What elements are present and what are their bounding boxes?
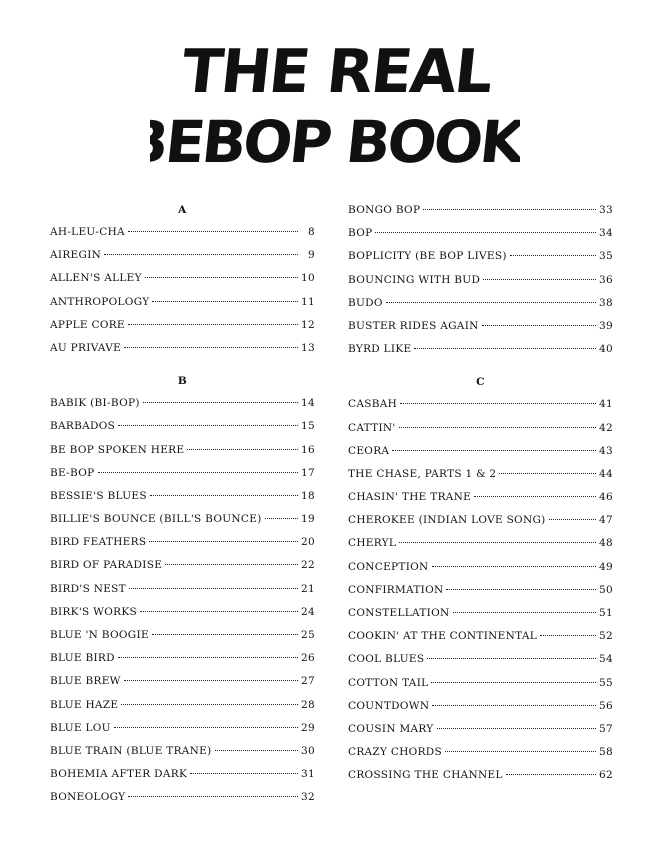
dot-leader	[152, 301, 298, 302]
page-number: 9	[308, 249, 315, 262]
song-title: BESSIE'S BLUES	[50, 489, 147, 502]
toc-entry[interactable]	[50, 508, 315, 531]
page-number: 20	[301, 536, 315, 549]
dot-leader	[140, 611, 298, 612]
toc-entry[interactable]	[348, 556, 613, 579]
toc-entry[interactable]	[50, 392, 315, 415]
song-title: ANTHROPOLOGY	[50, 295, 150, 308]
song-title: AIREGIN	[50, 249, 102, 262]
page-number: 17	[301, 466, 315, 479]
dot-leader	[145, 277, 298, 278]
dot-leader	[392, 450, 596, 451]
dot-leader	[143, 402, 298, 403]
toc-entry[interactable]	[348, 222, 613, 245]
page-number: 28	[301, 698, 315, 711]
dot-leader	[118, 425, 298, 426]
song-title: COOL BLUES	[348, 653, 425, 666]
song-title: BOUNCING WITH BUD	[348, 273, 481, 286]
dot-leader	[265, 518, 298, 519]
right-column	[348, 199, 613, 788]
dot-leader	[124, 347, 298, 348]
page-number: 32	[301, 791, 315, 804]
dot-leader	[549, 519, 596, 520]
dot-leader	[128, 324, 298, 325]
page-number: 12	[301, 318, 315, 331]
page-number: 27	[301, 675, 315, 688]
song-title: CROSSING THE CHANNEL	[348, 769, 503, 782]
toc-entry[interactable]	[348, 269, 613, 292]
toc-entry[interactable]	[50, 485, 315, 508]
song-title: BUSTER RIDES AGAIN	[348, 319, 479, 332]
song-title: CHERYL	[348, 537, 397, 550]
page-number: 26	[301, 652, 315, 665]
toc-entry[interactable]	[348, 245, 613, 268]
page-number: 54	[599, 653, 613, 666]
dot-leader	[152, 634, 298, 635]
dot-leader	[104, 254, 298, 255]
toc-entry[interactable]	[50, 439, 315, 462]
song-title: BLUE BREW	[50, 675, 121, 688]
song-title: BLUE BIRD	[50, 652, 115, 665]
section-spacer	[348, 361, 613, 371]
page-number: 56	[599, 699, 613, 712]
page-number: 55	[599, 676, 613, 689]
song-title: AH-LEU-CHA	[50, 226, 125, 238]
page-number: 24	[301, 605, 315, 618]
song-title: BYRD LIKE	[348, 343, 412, 356]
page-number: 8	[308, 226, 315, 238]
toc-entry[interactable]	[348, 417, 613, 440]
song-title: BLUE HAZE	[50, 698, 119, 711]
song-title: COOKIN' AT THE CONTINENTAL	[348, 630, 537, 643]
song-title: BIRD FEATHERS	[50, 536, 147, 549]
toc-entry[interactable]	[50, 554, 315, 577]
page-number: 33	[599, 204, 613, 216]
toc-entry[interactable]	[50, 578, 315, 601]
page-number: 38	[599, 296, 613, 309]
dot-leader	[399, 542, 596, 543]
song-title: CONSTELLATION	[348, 607, 450, 619]
dot-leader	[386, 302, 596, 303]
song-title: BOHEMIA AFTER DARK	[50, 768, 188, 781]
dot-leader	[445, 751, 596, 752]
book-logo	[150, 30, 520, 170]
dot-leader	[149, 541, 298, 542]
song-title: AU PRIVAVE	[50, 341, 122, 354]
page-number: 47	[599, 514, 613, 527]
song-title: CEORA	[348, 444, 390, 457]
dot-leader	[190, 773, 298, 774]
song-title: BIRD'S NEST	[50, 582, 126, 595]
toc-entry[interactable]	[50, 267, 315, 290]
dot-leader	[118, 657, 298, 658]
page-number: 29	[301, 721, 315, 734]
song-title: BABIK (BI-BOP)	[50, 397, 140, 410]
page-number: 51	[599, 607, 613, 619]
toc-entry[interactable]	[348, 486, 613, 509]
dot-leader	[414, 348, 596, 349]
toc-entry[interactable]	[50, 717, 315, 740]
toc-entry[interactable]	[348, 199, 613, 222]
page-number: 58	[599, 746, 613, 759]
dot-leader	[399, 427, 596, 428]
dot-leader	[129, 588, 298, 589]
page-number: 16	[301, 443, 315, 456]
dot-leader	[98, 472, 298, 473]
page-number: 22	[301, 559, 315, 572]
page-number: 48	[599, 537, 613, 550]
page-number: 46	[599, 491, 613, 504]
dot-leader	[128, 796, 298, 797]
song-title: APPLE CORE	[50, 318, 125, 331]
dot-leader	[437, 728, 596, 729]
toc-entry[interactable]	[348, 695, 613, 718]
page-number: 14	[301, 397, 315, 410]
song-title: CONFIRMATION	[348, 583, 444, 596]
page-number: 49	[599, 560, 613, 573]
toc-entry[interactable]	[50, 244, 315, 267]
song-title: COTTON TAIL	[348, 676, 429, 689]
page-number: 52	[599, 630, 613, 643]
toc-entry[interactable]	[348, 579, 613, 602]
section-spacer	[50, 360, 315, 370]
page-number: 31	[301, 768, 315, 781]
toc-entry[interactable]	[50, 291, 315, 314]
song-title: BOP	[348, 227, 373, 240]
song-title: COUNTDOWN	[348, 699, 430, 712]
dot-leader	[215, 750, 298, 751]
toc-entry[interactable]	[50, 786, 315, 809]
dot-leader	[400, 403, 596, 404]
logo-line-2: BEBOP BOOK	[150, 108, 520, 170]
song-title: CRAZY CHORDS	[348, 746, 443, 759]
toc-entry[interactable]	[50, 647, 315, 670]
page-number: 40	[599, 343, 613, 356]
dot-leader	[482, 325, 596, 326]
page-number: 25	[301, 629, 315, 641]
dot-leader	[128, 231, 298, 232]
dot-leader	[114, 727, 298, 728]
song-title: BUDO	[348, 296, 383, 309]
toc-entry[interactable]	[50, 415, 315, 438]
dot-leader	[375, 232, 596, 233]
page-number: 15	[301, 420, 315, 433]
song-title: COUSIN MARY	[348, 722, 434, 735]
toc-entry[interactable]	[50, 670, 315, 693]
dot-leader	[187, 449, 298, 450]
dot-leader	[474, 496, 596, 497]
dot-leader	[506, 774, 596, 775]
dot-leader	[510, 255, 596, 256]
dot-leader	[453, 612, 597, 613]
page-number: 11	[301, 295, 315, 308]
song-title: BLUE LOU	[50, 721, 111, 734]
dot-leader	[165, 564, 298, 565]
toc-entry[interactable]	[50, 624, 315, 647]
dot-leader	[423, 209, 596, 210]
page-number: 13	[301, 341, 315, 354]
page-number: 10	[301, 272, 315, 285]
song-title: THE CHASE, PARTS 1 & 2	[348, 467, 497, 480]
toc-entry[interactable]	[348, 315, 613, 338]
dot-leader	[150, 495, 298, 496]
toc-entry[interactable]	[348, 648, 613, 671]
song-title: BIRK'S WORKS	[50, 605, 137, 618]
logo-artwork	[150, 30, 520, 170]
dot-leader	[124, 680, 298, 681]
song-title: BE-BOP	[50, 466, 95, 479]
toc-entry[interactable]	[50, 601, 315, 624]
toc-entry[interactable]	[348, 393, 613, 416]
dot-leader	[427, 658, 596, 659]
song-title: BLUE 'N BOOGIE	[50, 629, 149, 641]
page-number: 35	[599, 250, 613, 263]
logo-line-1: THE REAL	[178, 37, 495, 107]
song-title: CATTIN'	[348, 421, 396, 434]
page-number: 50	[599, 583, 613, 596]
page-number: 18	[301, 489, 315, 502]
toc-entry[interactable]	[348, 602, 613, 625]
toc-entry[interactable]	[50, 314, 315, 337]
dot-leader	[432, 705, 596, 706]
page-number: 21	[301, 582, 315, 595]
left-column	[50, 199, 315, 810]
page-number: 43	[599, 444, 613, 457]
toc-entry[interactable]	[50, 740, 315, 763]
toc-entry[interactable]	[348, 440, 613, 463]
toc-entry[interactable]	[50, 337, 315, 360]
section-heading: B	[177, 375, 188, 388]
toc-entry[interactable]	[348, 764, 613, 787]
song-title: CONCEPTION	[348, 560, 429, 573]
toc-entry[interactable]	[50, 221, 315, 244]
toc-entry[interactable]	[50, 462, 315, 485]
page-number: 34	[599, 227, 613, 240]
song-title: BE BOP SPOKEN HERE	[50, 443, 185, 456]
toc-entry[interactable]	[348, 463, 613, 486]
section-heading: A	[178, 204, 187, 216]
toc-entry[interactable]	[348, 509, 613, 532]
toc-entry[interactable]	[50, 694, 315, 717]
page-number: 19	[301, 513, 315, 526]
toc-entry[interactable]	[348, 532, 613, 555]
dot-leader	[499, 473, 596, 474]
page-number: 30	[301, 744, 315, 757]
song-title: CASBAH	[348, 398, 398, 411]
song-title: BLUE TRAIN (BLUE TRANE)	[50, 744, 212, 757]
toc-entry[interactable]	[348, 718, 613, 741]
page-number: 41	[599, 398, 613, 411]
song-title: BIRD OF PARADISE	[50, 559, 163, 572]
page-number: 44	[599, 467, 613, 480]
dot-leader	[121, 704, 298, 705]
dot-leader	[446, 589, 596, 590]
page-number: 36	[599, 273, 613, 286]
song-title: CHEROKEE (INDIAN LOVE SONG)	[348, 514, 546, 527]
song-title: ALLEN'S ALLEY	[50, 272, 142, 285]
song-title: BARBADOS	[50, 420, 116, 433]
toc-entry[interactable]	[348, 741, 613, 764]
toc-entry[interactable]	[348, 672, 613, 695]
page-number: 39	[599, 319, 613, 332]
dot-leader	[483, 279, 596, 280]
song-title: BOPLICITY (BE BOP LIVES)	[348, 250, 507, 263]
song-title: BONGO BOP	[348, 204, 421, 216]
page-number: 62	[599, 769, 613, 782]
song-title: BONEOLOGY	[50, 791, 126, 804]
page-number: 42	[599, 421, 613, 434]
toc-entry[interactable]	[348, 625, 613, 648]
dot-leader	[540, 635, 596, 636]
toc-entry[interactable]	[50, 531, 315, 554]
dot-leader	[432, 566, 596, 567]
song-title: BILLIE'S BOUNCE (BILL'S BOUNCE)	[50, 513, 262, 526]
dot-leader	[431, 682, 596, 683]
song-title: CHASIN' THE TRANE	[348, 491, 472, 504]
toc-entry[interactable]	[348, 292, 613, 315]
toc-entry[interactable]	[348, 338, 613, 361]
section-heading: C	[476, 376, 485, 389]
page-number: 57	[599, 722, 613, 735]
toc-entry[interactable]	[50, 763, 315, 786]
